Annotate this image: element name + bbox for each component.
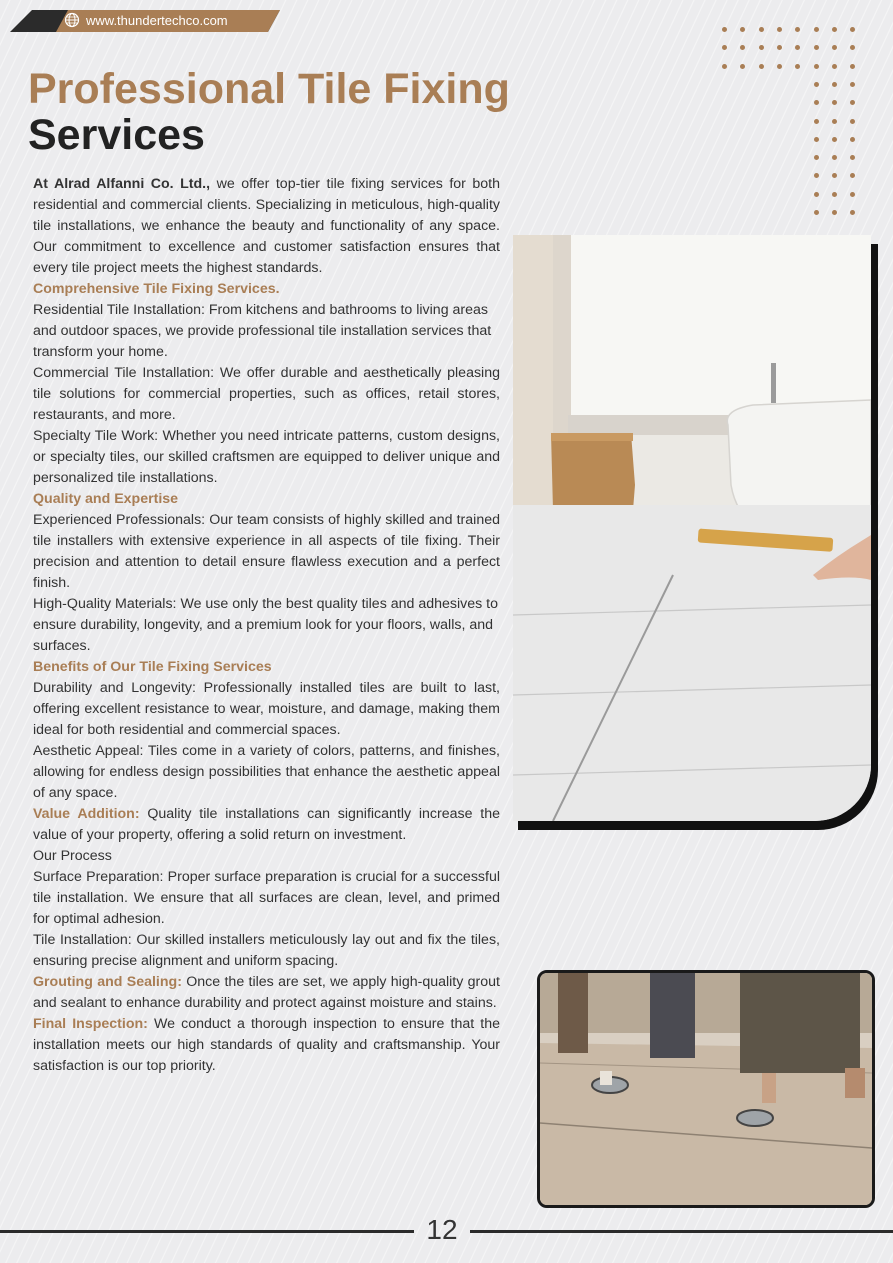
paragraph: Surface Preparation: Proper surface preparation is crucial for a successful tile installation. We ensure that all surfaces are clean, level, and primed for optimal adhesion. [33, 869, 500, 927]
decorative-dot [722, 45, 727, 50]
paragraph: Specialty Tile Work: Whether you need intricate patterns, custom designs, or specialty tiles, our skilled craftsmen are equipped to deliver unique and personalized tile installations. [33, 428, 500, 486]
decorative-dot [850, 137, 855, 142]
inline-label: Final Inspection: [33, 1016, 148, 1032]
decorative-dot [814, 210, 819, 215]
paragraph [33, 804, 500, 846]
decorative-dot [795, 64, 800, 69]
decorative-dot [850, 27, 855, 32]
decorative-dot [795, 27, 800, 32]
decorative-dot [850, 173, 855, 178]
decorative-dot [832, 27, 837, 32]
decorative-dot [814, 119, 819, 124]
paragraph: Experienced Professionals: Our team consists of highly skilled and trained tile installers with extensive experience in all aspects of tile fixing. Their precision and attention to detail ensure flawless execution and a perfect finish. [33, 512, 500, 591]
decorative-dot [832, 100, 837, 105]
decorative-dot [832, 155, 837, 160]
decorative-dot [759, 27, 764, 32]
section-heading: Comprehensive Tile Fixing Services. [33, 281, 280, 297]
decorative-dot [814, 82, 819, 87]
paragraph [33, 1014, 500, 1077]
paragraph: Our Process [33, 848, 112, 864]
paragraph: Residential Tile Installation: From kitchens and bathrooms to living areas and outdoor spaces, we provide professional tile installation services that transform your home. [33, 302, 492, 360]
decorative-dot [740, 27, 745, 32]
intro-text: we offer top-tier tile fixing services for both residential and commercial clients. Specializing in meticulous, high-quality tile installations, we enhance the beauty and functionality of any space. Our commitment to excellence and customer satisfaction ensures that every tile project meets the highest standards. [33, 176, 500, 276]
decorative-dot [832, 173, 837, 178]
paragraph: High-Quality Materials: We use only the best quality tiles and adhesives to ensure durability, longevity, and a premium look for your floors, walls, and surfaces. [33, 596, 499, 654]
decorative-dot [814, 45, 819, 50]
decorative-dot [814, 64, 819, 69]
paragraph: Aesthetic Appeal: Tiles come in a variety of colors, patterns, and finishes, allowing for endless design possibilities that enhance the aesthetic appeal of any space. [33, 743, 500, 801]
decorative-dot [832, 82, 837, 87]
footer-rule-right [470, 1230, 893, 1233]
decorative-dot [850, 64, 855, 69]
decorative-dot [777, 64, 782, 69]
decorative-dot [850, 210, 855, 215]
paragraph-text: Quality tile installations can significantly increase the value of your property, offering a solid return on investment. [33, 806, 501, 843]
paragraph [33, 972, 500, 1014]
decorative-dot [850, 100, 855, 105]
footer-rule-left [0, 1230, 414, 1233]
inline-label: Value Addition: [33, 806, 140, 822]
paragraph: Durability and Longevity: Professionally installed tiles are built to last, offering excellent resistance to wear, moisture, and damage, making them ideal for both residential and commercial spaces. [33, 680, 500, 738]
paragraph: Tile Installation: Our skilled installers meticulously lay out and fix the tiles, ensuring precise alignment and uniform spacing. [33, 932, 500, 969]
intro-paragraph [33, 174, 500, 279]
decorative-dot [814, 137, 819, 142]
page-title [28, 66, 588, 158]
decorative-dot [850, 192, 855, 197]
decorative-dot [759, 64, 764, 69]
page-number: 12 [426, 1214, 458, 1245]
decorative-dot [814, 155, 819, 160]
decorative-dot [777, 27, 782, 32]
tile-installation-photo [537, 970, 875, 1208]
decorative-dot [850, 155, 855, 160]
section-heading: Quality and Expertise [33, 491, 179, 507]
decorative-dot [814, 173, 819, 178]
decorative-dot-grid [722, 27, 862, 217]
decorative-dot [850, 45, 855, 50]
decorative-dot [795, 45, 800, 50]
decorative-dot [850, 119, 855, 124]
decorative-dot [832, 119, 837, 124]
decorative-dot [850, 82, 855, 87]
decorative-dot [832, 210, 837, 215]
decorative-dot [832, 192, 837, 197]
body-text [33, 174, 500, 1077]
decorative-dot [740, 45, 745, 50]
title-line-2: Services [28, 111, 205, 159]
url-text: www.thundertechco.com [86, 12, 228, 28]
website-url[interactable] [64, 11, 228, 29]
decorative-dot [722, 27, 727, 32]
decorative-dot [722, 64, 727, 69]
decorative-dot [759, 45, 764, 50]
decorative-dot [814, 27, 819, 32]
decorative-dot [777, 45, 782, 50]
decorative-dot [814, 192, 819, 197]
bathroom-tile-photo [513, 235, 871, 821]
decorative-dot [740, 64, 745, 69]
paragraph-text: Once the tiles are set, we apply high-quality grout and sealant to enhance durability and protect against moisture and stains. [33, 974, 500, 1011]
decorative-dot [814, 100, 819, 105]
decorative-dot [832, 64, 837, 69]
paragraph-text: We conduct a thorough inspection to ensure that the installation meets our high standards of quality and craftsmanship. Your satisfaction is our top priority. [33, 1016, 500, 1074]
globe-icon [64, 12, 80, 28]
title-line-1: Professional Tile Fixing [28, 65, 510, 113]
decorative-dot [832, 45, 837, 50]
decorative-dot [832, 137, 837, 142]
section-heading: Benefits of Our Tile Fixing Services [33, 659, 272, 675]
intro-lead: At Alrad Alfanni Co. Ltd., [33, 176, 211, 192]
paragraph: Commercial Tile Installation: We offer durable and aesthetically pleasing tile solutions for commercial properties, such as offices, retail stores, restaurants, and more. [33, 365, 500, 423]
inline-label: Grouting and Sealing: [33, 974, 182, 990]
